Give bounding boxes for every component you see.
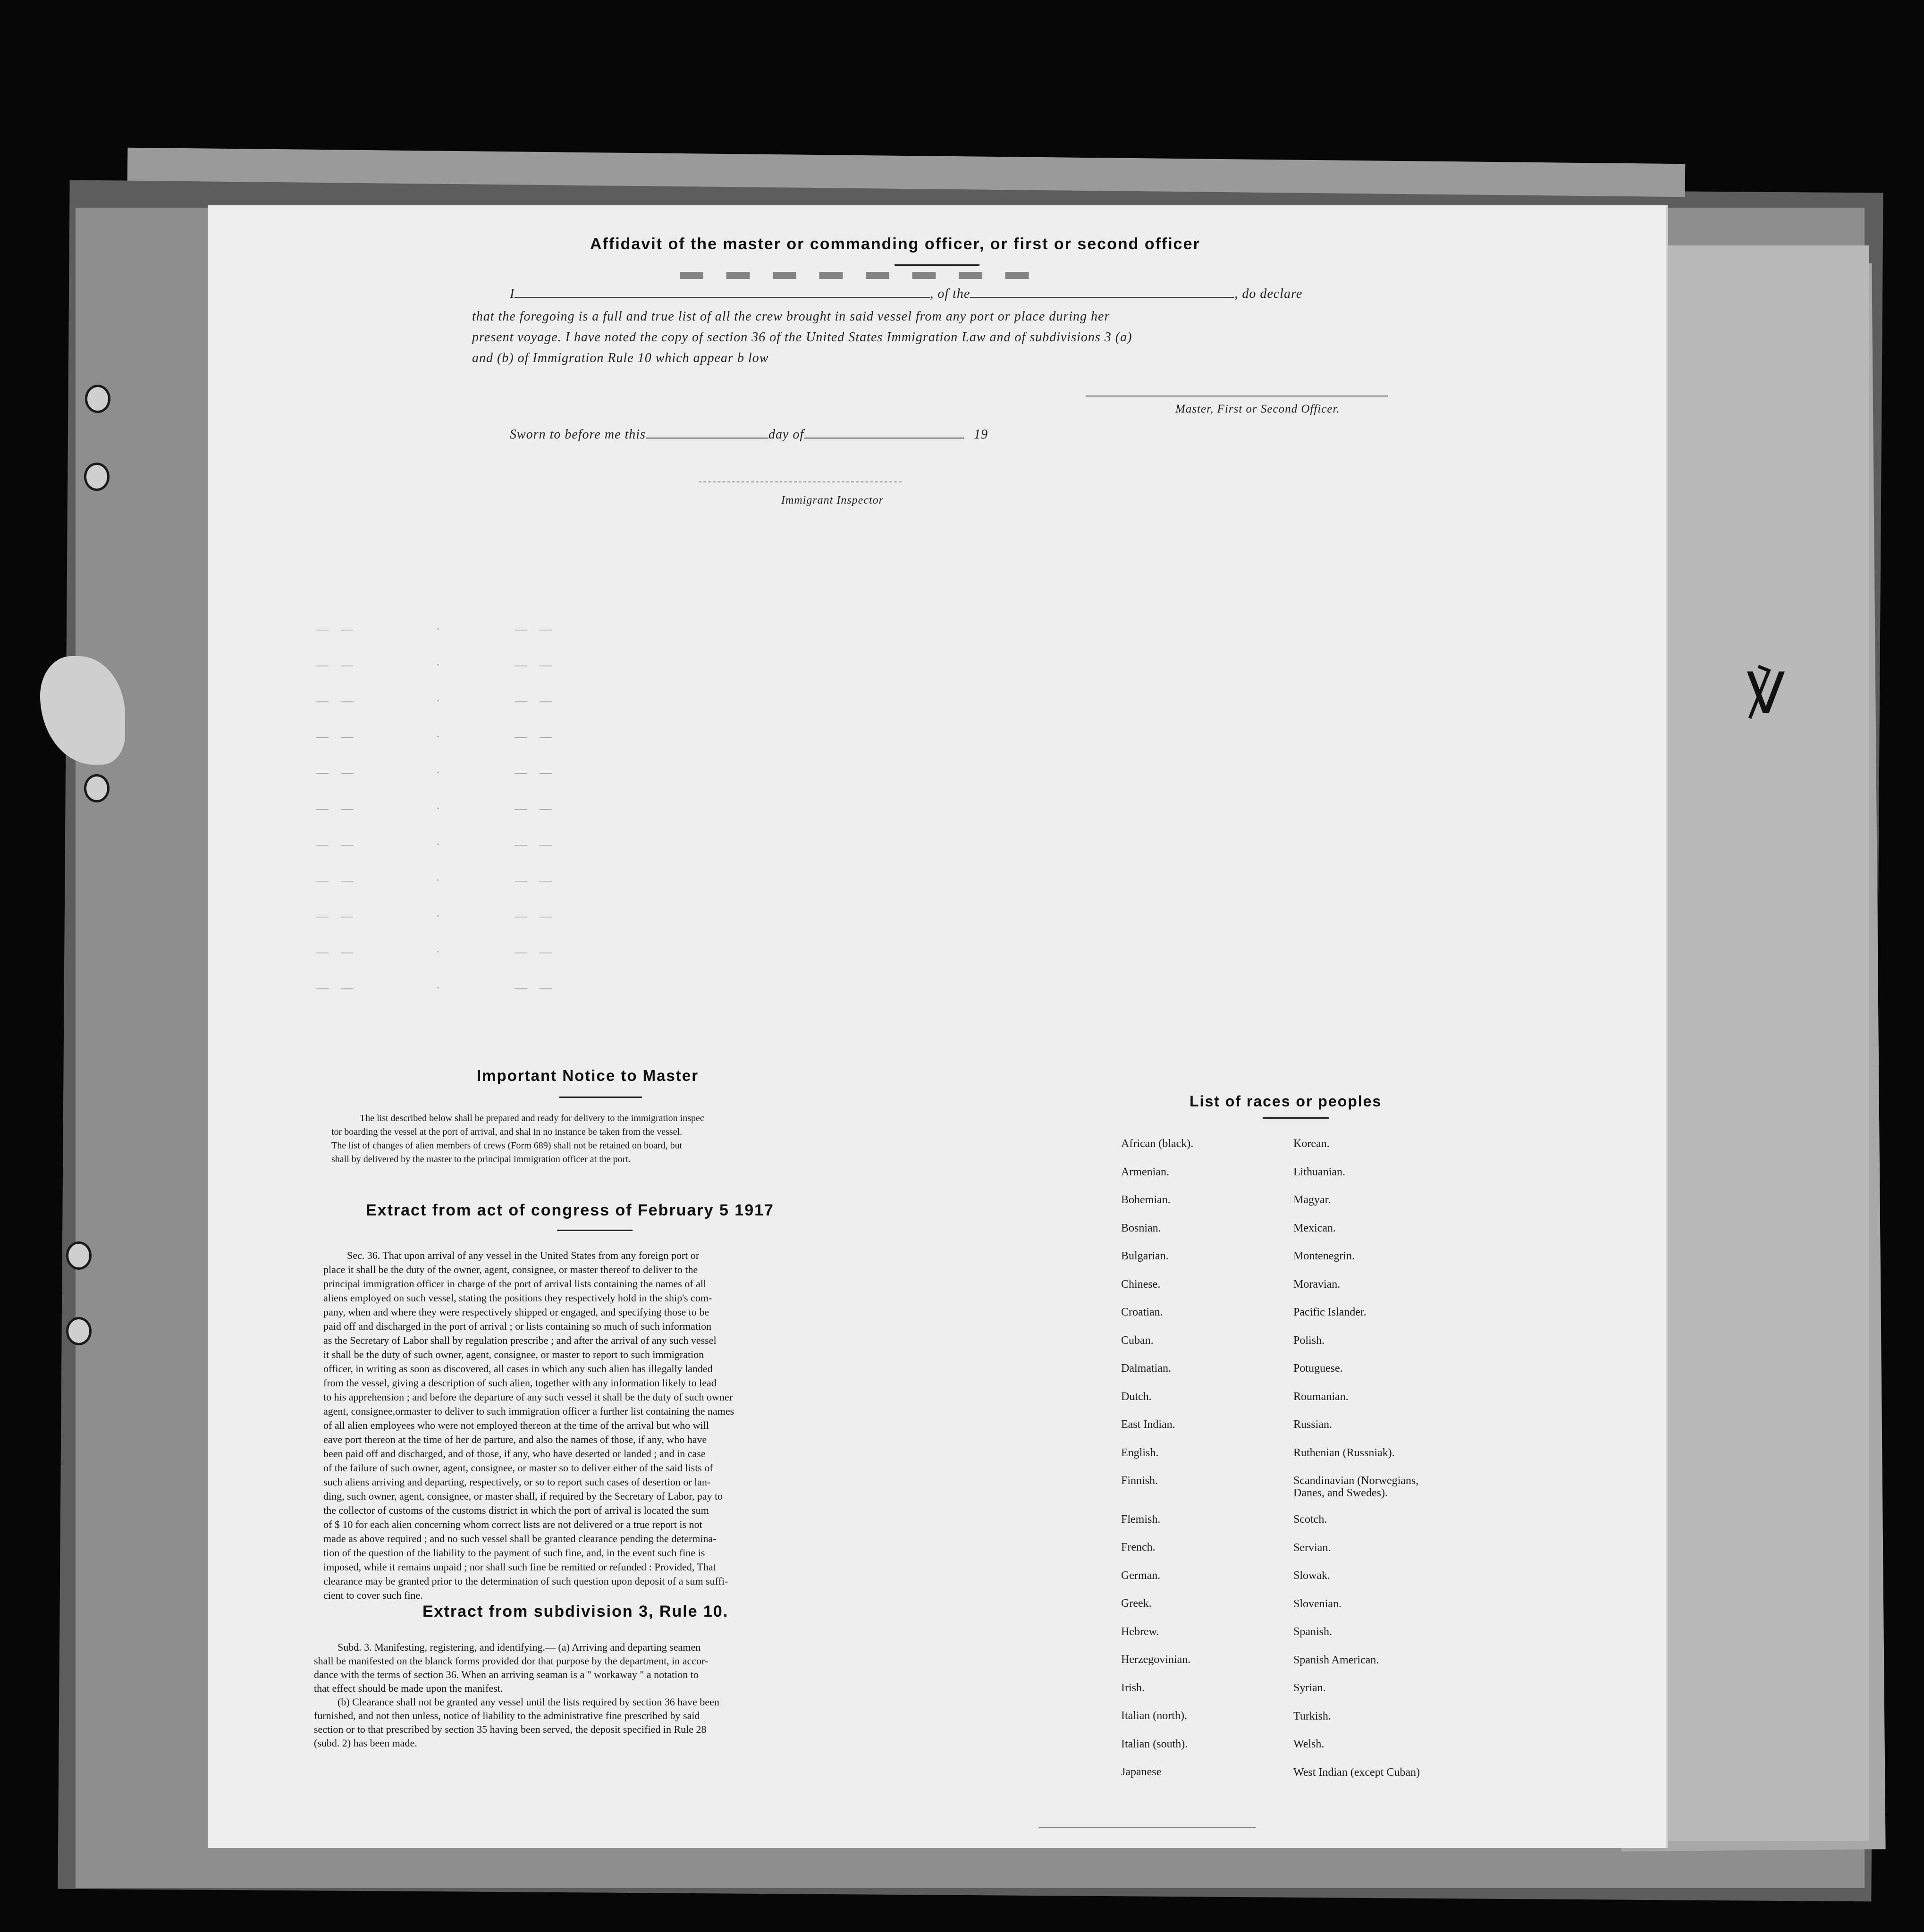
paragraph-line: such aliens arriving and departing, respectively, or so to report such cases of desertion or lan- [323, 1476, 711, 1488]
race-item: English. [1121, 1446, 1159, 1459]
race-item: Pacific Islander. [1293, 1306, 1367, 1318]
i-label: I [510, 287, 515, 301]
race-item: Japanese [1121, 1766, 1162, 1778]
paragraph-line: from the vessel, giving a description of such alien, together with any information likely to lead [323, 1377, 717, 1389]
notice-text [331, 1112, 1087, 1166]
name-blank [515, 296, 930, 298]
paragraph-line: tion of the question of the liability to the payment of such fine, and, in the event such fine is [323, 1547, 705, 1559]
paragraph-line: furnished, and not then unless, notice of liability to the administrative fine prescribed by said [314, 1710, 700, 1721]
race-item: Spanish. [1293, 1626, 1333, 1638]
paragraph-line: of all alien employees who were not employed thereon at the time of the arrival but who will [323, 1419, 709, 1431]
extract-rule-body [314, 1640, 1093, 1750]
paragraph-line: shall be manifested on the blanck forms provided dor that purpose by the department, in accor- [314, 1655, 709, 1667]
paragraph-line: principal immigration officer in charge of the port of arrival lists containing the names of all [323, 1278, 707, 1290]
race-item: Bohemian. [1121, 1194, 1171, 1206]
race-item: Dalmatian. [1121, 1362, 1171, 1375]
paragraph-line: to his apprehension ; and before the departure of any such vessel it shall be the duty of such owner [323, 1391, 733, 1403]
race-item: Herzegovinian. [1121, 1654, 1191, 1666]
race-item: Cuban. [1121, 1334, 1154, 1347]
punch-hole [85, 385, 110, 413]
race-item: Welsh. [1293, 1738, 1325, 1750]
races-title-rule [1263, 1117, 1329, 1119]
race-item: Bosnian. [1121, 1222, 1161, 1234]
race-item: West Indian (except Cuban) [1293, 1766, 1420, 1779]
punch-hole [66, 1317, 92, 1345]
race-item: Servian. [1293, 1541, 1331, 1554]
race-item: Irish. [1121, 1681, 1145, 1694]
paragraph-line: that effect should be made upon the manifest. [314, 1682, 503, 1694]
day-of-label: day of [768, 427, 804, 442]
race-item: Italian (north). [1121, 1710, 1187, 1722]
race-item: Dutch. [1121, 1390, 1152, 1403]
race-item: Hebrew. [1121, 1625, 1159, 1638]
race-item: Chinese. [1121, 1278, 1161, 1291]
paragraph-line: paid off and discharged in the port of arrival ; or lists containing so much of such information [323, 1320, 712, 1332]
punch-hole [66, 1241, 92, 1270]
race-item: Scandinavian (Norwegians, Danes, and Swedes). [1293, 1475, 1419, 1499]
inspector-caption: Immigrant Inspector [781, 494, 884, 506]
paragraph-line: ding, such owner, agent, consignee, or master shall, if required by the Secretary of Labor, pay to [323, 1490, 723, 1502]
race-item: Italian (south). [1121, 1738, 1188, 1750]
race-item: Bulgarian. [1121, 1250, 1169, 1262]
race-item: Slovenian. [1293, 1597, 1342, 1610]
race-item: Scotch. [1293, 1513, 1327, 1526]
paragraph-line: it shall be the duty of such owner, agent, consignee, or master to report to such immigration [323, 1349, 704, 1360]
race-item: French. [1121, 1541, 1156, 1553]
bottom-rule [1038, 1827, 1256, 1828]
paragraph-line: as the Secretary of Labor shall by regulation prescribe ; and after the arrival of any such vessel [323, 1334, 717, 1346]
paragraph-line: imposed, while it remains unpaid ; nor shall such fine be remitted or refunded : Provided, That [323, 1561, 716, 1573]
paragraph-line: the collector of customs of the customs district in which the port of arrival is located the sum [323, 1504, 709, 1516]
of-the-label: , of the [930, 287, 970, 301]
race-item: Moravian. [1293, 1278, 1341, 1291]
vessel-blank [970, 296, 1234, 298]
day-blank [646, 437, 768, 439]
notice-line: The list of changes of alien members of crews (Form 689) shall not be retained on board, but [331, 1140, 683, 1151]
race-item: Roumanian. [1293, 1390, 1349, 1403]
affidavit-title: Affidavit of the master or commanding officer, or first or second officer [590, 235, 1200, 253]
race-item: Spanish American. [1293, 1654, 1379, 1666]
pencil-scribble: ℣ [1747, 661, 1786, 726]
paragraph-line: section or to that prescribed by section 35 having been served, the deposit specified in Rule 28 [314, 1723, 707, 1735]
notice-title-rule [559, 1097, 642, 1098]
race-item: Polish. [1293, 1334, 1325, 1347]
paragraph-line: clearance may be granted prior to the determination of such question upon deposit of a sum suffi- [323, 1575, 728, 1587]
paragraph-line: made as above required ; and no such vessel shall be granted clearance pending the determina- [323, 1533, 717, 1544]
paragraph-line: dance with the terms of section 36. When an arriving seaman is a " workaway " a notation to [314, 1669, 699, 1680]
master-caption: Master, First or Second Officer. [1175, 403, 1340, 415]
manifest-page [208, 205, 1666, 1848]
notice-title: Important Notice to Master [477, 1067, 699, 1084]
year-prefix: 19 [974, 427, 988, 442]
master-signature-line [1086, 396, 1388, 397]
affidavit-body-2: present voyage. I have noted the copy of section 36 of the United States Immigration Law and of subdivisions 3 (a) [472, 330, 1132, 345]
paragraph-line: officer, in writing as soon as discovered, all cases in which any such alien has illegally landed [323, 1363, 713, 1375]
race-item: Korean. [1293, 1138, 1330, 1150]
race-item: Greek. [1121, 1597, 1152, 1610]
paragraph-line: been paid off and discharged, and of those, if any, who have deserted or landed ; and in case [323, 1448, 706, 1460]
extract-act-title: Extract from act of congress of February 5 1917 [366, 1201, 774, 1219]
paragraph-line: (subd. 2) has been made. [314, 1737, 417, 1749]
race-item: Slowak. [1293, 1569, 1330, 1582]
races-title: List of races or peoples [1190, 1093, 1382, 1110]
race-item: Montenegrin. [1293, 1250, 1355, 1262]
race-item: Syrian. [1293, 1682, 1326, 1694]
paragraph-line: of the failure of such owner, agent, consignee, or master so to deliver either of the said lists of [323, 1462, 713, 1474]
race-item: Finnish. [1121, 1475, 1158, 1487]
affidavit-i-line [510, 287, 1610, 302]
bleed-through-header: ▬ ▬ ▬ ▬ ▬ ▬ ▬ ▬ [680, 258, 1038, 284]
paragraph-line: pany, when and where they were respectively shipped or engaged, and specifying those to be [323, 1306, 709, 1318]
race-item: Croatian. [1121, 1306, 1163, 1318]
race-item: Potuguese. [1293, 1362, 1343, 1375]
do-declare-label: , do declare [1234, 287, 1303, 301]
paragraph-line: eave port thereon at the time of her de parture, and also the names of those, if any, who have [323, 1434, 707, 1445]
sworn-line [510, 427, 988, 442]
sworn-text: Sworn to before me this [510, 427, 646, 442]
race-item: German. [1121, 1569, 1161, 1582]
extract-act-body [323, 1249, 1086, 1603]
punch-hole [84, 463, 110, 491]
paragraph-line: agent, consignee,ormaster to deliver to such immigration officer a further list containing the names [323, 1405, 734, 1417]
affidavit-body-1: that the foregoing is a full and true list of all the crew brought in said vessel from any port or place during her [472, 309, 1110, 324]
notice-line: tor boarding the vessel at the port of arrival, and shal in no instance be taken from the vessel. [331, 1127, 683, 1137]
extract-rule-title: Extract from subdivision 3, Rule 10. [422, 1603, 729, 1620]
paragraph-line: (b) Clearance shall not be granted any vessel until the lists required by section 36 have been [338, 1696, 719, 1708]
race-item: East Indian. [1121, 1418, 1175, 1431]
paragraph-line: aliens employed on such vessel, stating the positions they respectively hold in the ship's com- [323, 1292, 712, 1304]
notice-line: The list described below shall be prepared and ready for delivery to the immigration inspec [360, 1113, 704, 1123]
race-item: Mexican. [1293, 1222, 1336, 1234]
race-item: Russian. [1293, 1418, 1333, 1431]
race-item: Ruthenian (Russniak). [1293, 1446, 1395, 1459]
race-item: Turkish. [1293, 1710, 1331, 1722]
affidavit-body-3: and (b) of Immigration Rule 10 which appear b low [472, 351, 769, 365]
notice-line: shall by delivered by the master to the principal immigration officer at the port. [331, 1154, 631, 1164]
race-item: African (black). [1121, 1138, 1194, 1150]
paragraph-line: Subd. 3. Manifesting, registering, and identifying.— (a) Arriving and departing seamen [338, 1641, 701, 1653]
bleed-through-rows: — — · — — — — · — — — — · — — — — · — — — — · — — — — · — — — — · — — — — · — — — — · — — — — · — — — — · — — [316, 622, 557, 995]
inspector-signature-line [699, 481, 902, 482]
paragraph-line: place it shall be the duty of the owner, agent, consignee, or master thereof to deliver to the [323, 1264, 698, 1275]
punch-hole [84, 774, 110, 802]
paragraph-line: Sec. 36. That upon arrival of any vessel in the United States from any foreign port or [347, 1249, 700, 1261]
month-blank [804, 437, 964, 439]
extract-act-title-rule [557, 1230, 633, 1231]
race-item: Flemish. [1121, 1513, 1161, 1526]
race-item: Magyar. [1293, 1194, 1331, 1206]
race-item: Lithuanian. [1293, 1165, 1345, 1178]
race-item: Armenian. [1121, 1165, 1169, 1178]
paragraph-line: cient to cover such fine. [323, 1589, 423, 1601]
paragraph-line: of $ 10 for each alien concerning whom correct lists are not delivered or a true report is not [323, 1519, 702, 1530]
